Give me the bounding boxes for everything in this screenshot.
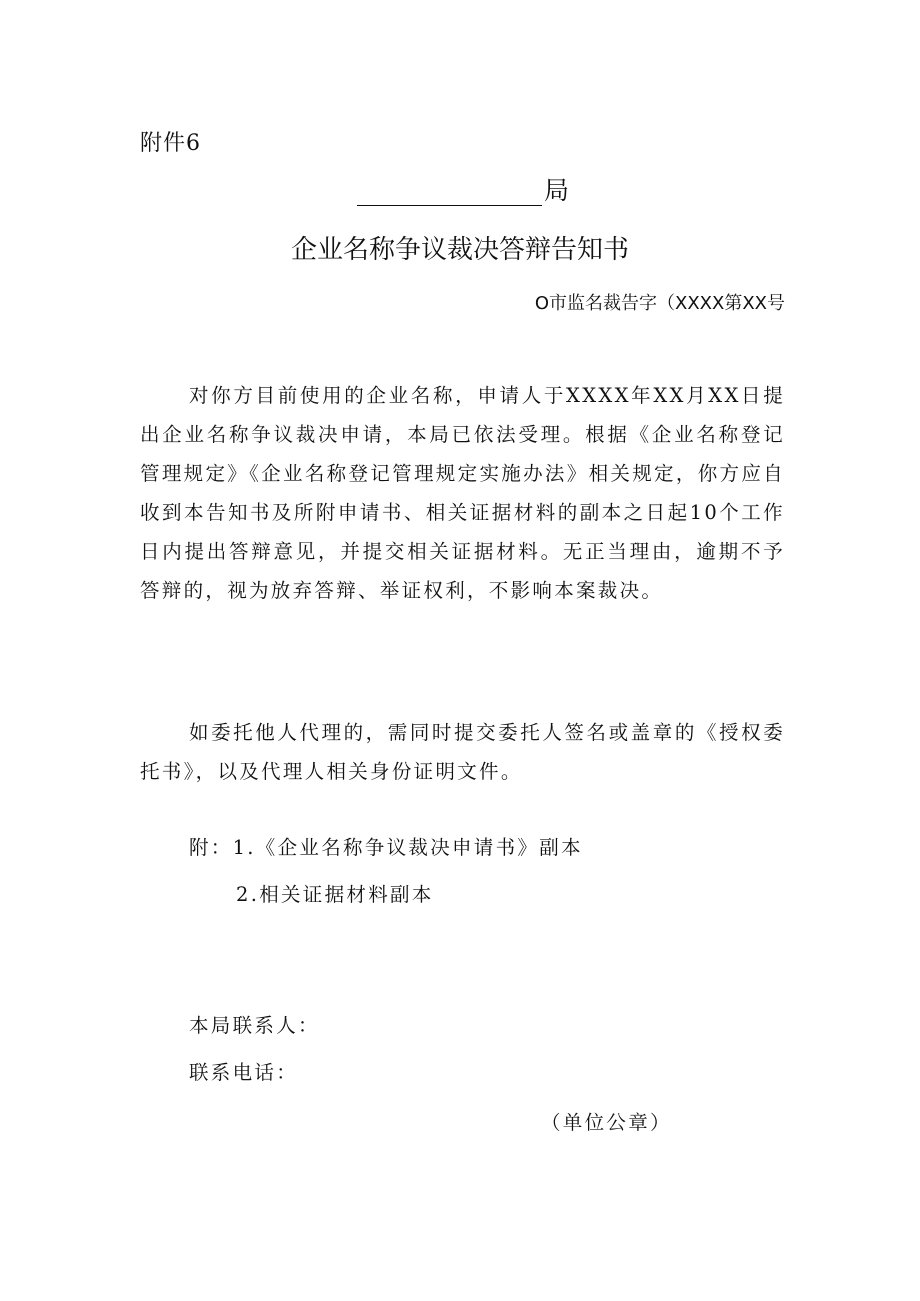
contact-phone-label: 联系电话： bbox=[189, 1061, 299, 1084]
paragraph-1-text: 对你方目前使用的企业名称，申请人于XXXX年XX月XX日提出企业名称争议裁决申请，本局已依法受理。根据《企业名称登记管理规定》《企业名称登记管理规定实施办法》相关规定，你方应自收到本告知书及所附申请书、相关证据材料的副本之日起10个工作日内提出答辩意见，并提交相关证据材料。无正当理由，逾期不予答辩的，视为放弃答辩、举证权利，不影响本案裁决。 bbox=[140, 384, 785, 602]
annex-item-1: 附：1.《企业名称争议裁决申请书》副本 bbox=[189, 836, 583, 859]
attachment-label: 附件6 bbox=[140, 131, 201, 156]
body-paragraph-2 bbox=[140, 713, 785, 791]
body-paragraph-1 bbox=[140, 376, 785, 610]
document-title: 企业名称争议裁决答辩告知书 bbox=[290, 235, 629, 265]
bureau-name-blank bbox=[357, 178, 542, 206]
bureau-line bbox=[357, 174, 569, 206]
paragraph-2-text: 如委托他人代理的，需同时提交委托人签名或盖章的《授权委托书》，以及代理人相关身份证明文件。 bbox=[140, 721, 785, 783]
official-seal-label: （单位公章） bbox=[541, 1111, 672, 1134]
annex-item-2: 2.相关证据材料副本 bbox=[236, 883, 434, 906]
document-number: O市监名裁告字（XXXX第XX号 bbox=[534, 293, 785, 314]
bureau-suffix: 局 bbox=[544, 176, 570, 205]
contact-person-label: 本局联系人： bbox=[189, 1014, 320, 1037]
